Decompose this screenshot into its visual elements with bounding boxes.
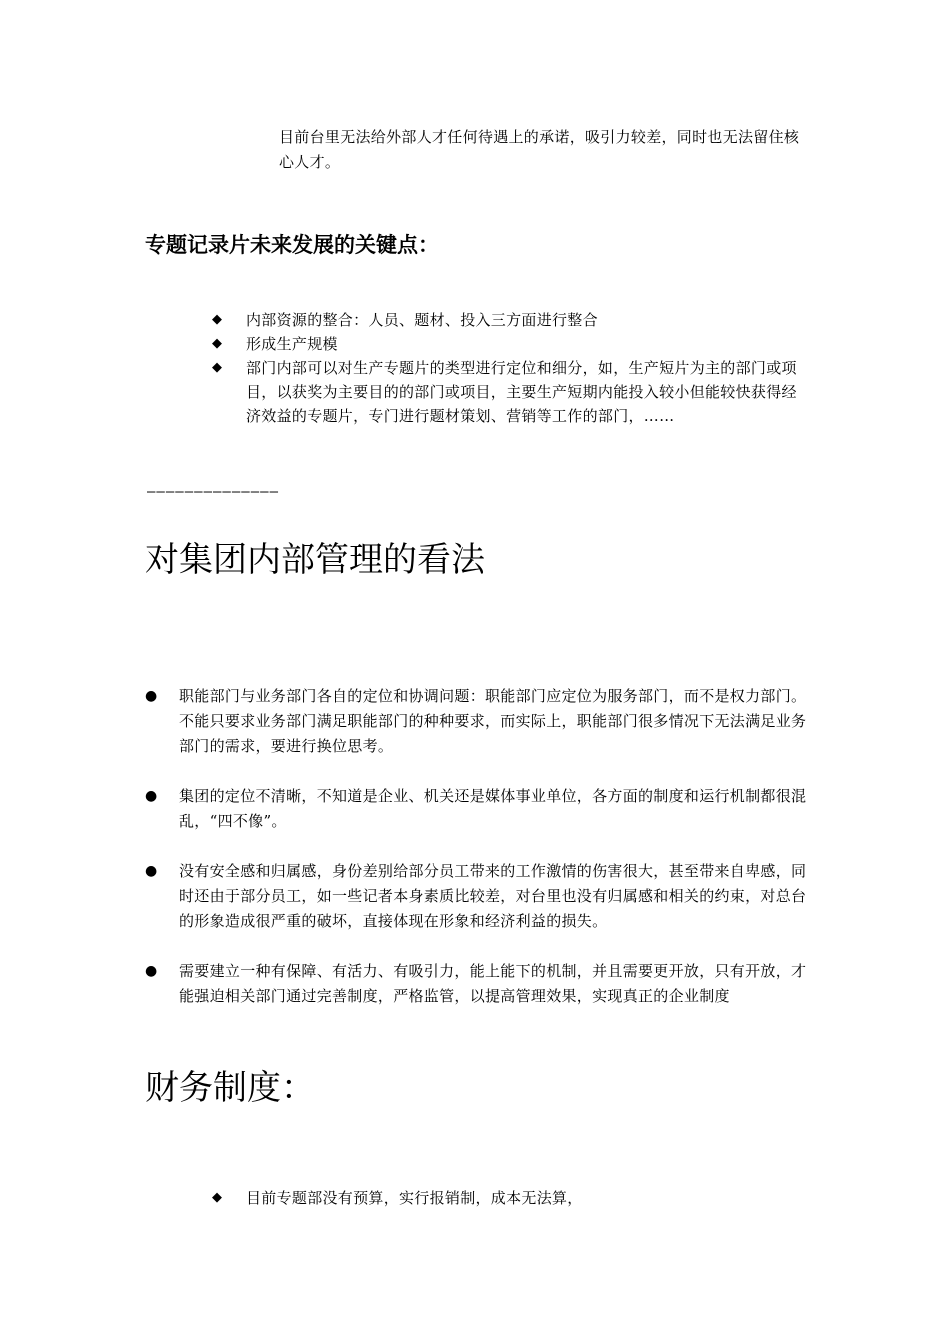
section-separator: —————————————— — [147, 484, 280, 500]
list-item-text: 没有安全感和归属感，身份差别给部分员工带来的工作激情的伤害很大，甚至带来自卑感，同时还由于部分员工，如一些记者本身素质比较差，对台里也没有归属感和相关的约束，对总台的形象造成很严重的破坏，直接体现在形象和经济利益的损失。 — [179, 862, 807, 930]
dot-bullet-icon: ● — [145, 863, 158, 879]
intro-paragraph: 目前台里无法给外部人才任何待遇上的承诺，吸引力较差，同时也无法留住核心人才。 — [279, 128, 800, 171]
list-item-text: 部门内部可以对生产专题片的类型进行定位和细分，如，生产短片为主的部门或项目，以获奖为主要目的的部门或项目，主要生产短期内能投入较小但能较快获得经济效益的专题片，专门进行题材策划、营销等工作的部门，…… — [246, 359, 797, 425]
list-item — [212, 332, 812, 356]
diamond-bullet-icon: ◆ — [212, 336, 223, 351]
list-item — [212, 308, 812, 332]
diamond-bullet-icon: ◆ — [212, 312, 223, 327]
list-item — [145, 784, 810, 834]
list-item — [212, 1186, 812, 1210]
list-item — [212, 356, 812, 428]
list-item-text: 内部资源的整合：人员、题材、投入三方面进行整合 — [246, 311, 598, 329]
management-heading: 对集团内部管理的看法 — [145, 540, 485, 580]
list-item-text: 形成生产规模 — [246, 335, 338, 353]
finance-list — [212, 1186, 812, 1210]
key-points-list — [212, 308, 812, 428]
dot-bullet-icon: ● — [145, 688, 158, 704]
dot-bullet-icon: ● — [145, 963, 158, 979]
list-item-text: 需要建立一种有保障、有活力、有吸引力，能上能下的机制，并且需要更开放，只有开放，才能强迫相关部门通过完善制度，严格监管，以提高管理效果，实现真正的企业制度 — [179, 962, 807, 1005]
list-item — [145, 959, 810, 1009]
list-item-text: 职能部门与业务部门各自的定位和协调问题：职能部门应定位为服务部门，而不是权力部门。不能只要求业务部门满足职能部门的种种要求，而实际上，职能部门很多情况下无法满足业务部门的需求，要进行换位思考。 — [179, 687, 807, 755]
diamond-bullet-icon: ◆ — [212, 360, 223, 375]
dot-bullet-icon: ● — [145, 788, 158, 804]
list-item — [145, 684, 810, 759]
management-list — [145, 684, 810, 1009]
list-item-text: 集团的定位不清晰，不知道是企业、机关还是媒体事业单位，各方面的制度和运行机制都很混乱，“四不像”。 — [179, 787, 807, 830]
diamond-bullet-icon: ◆ — [212, 1190, 223, 1205]
key-points-heading: 专题记录片未来发展的关键点： — [145, 233, 439, 257]
list-item — [145, 859, 810, 934]
finance-heading: 财务制度： — [145, 1068, 315, 1108]
list-item-text: 目前专题部没有预算，实行报销制，成本无法算， — [246, 1189, 583, 1207]
